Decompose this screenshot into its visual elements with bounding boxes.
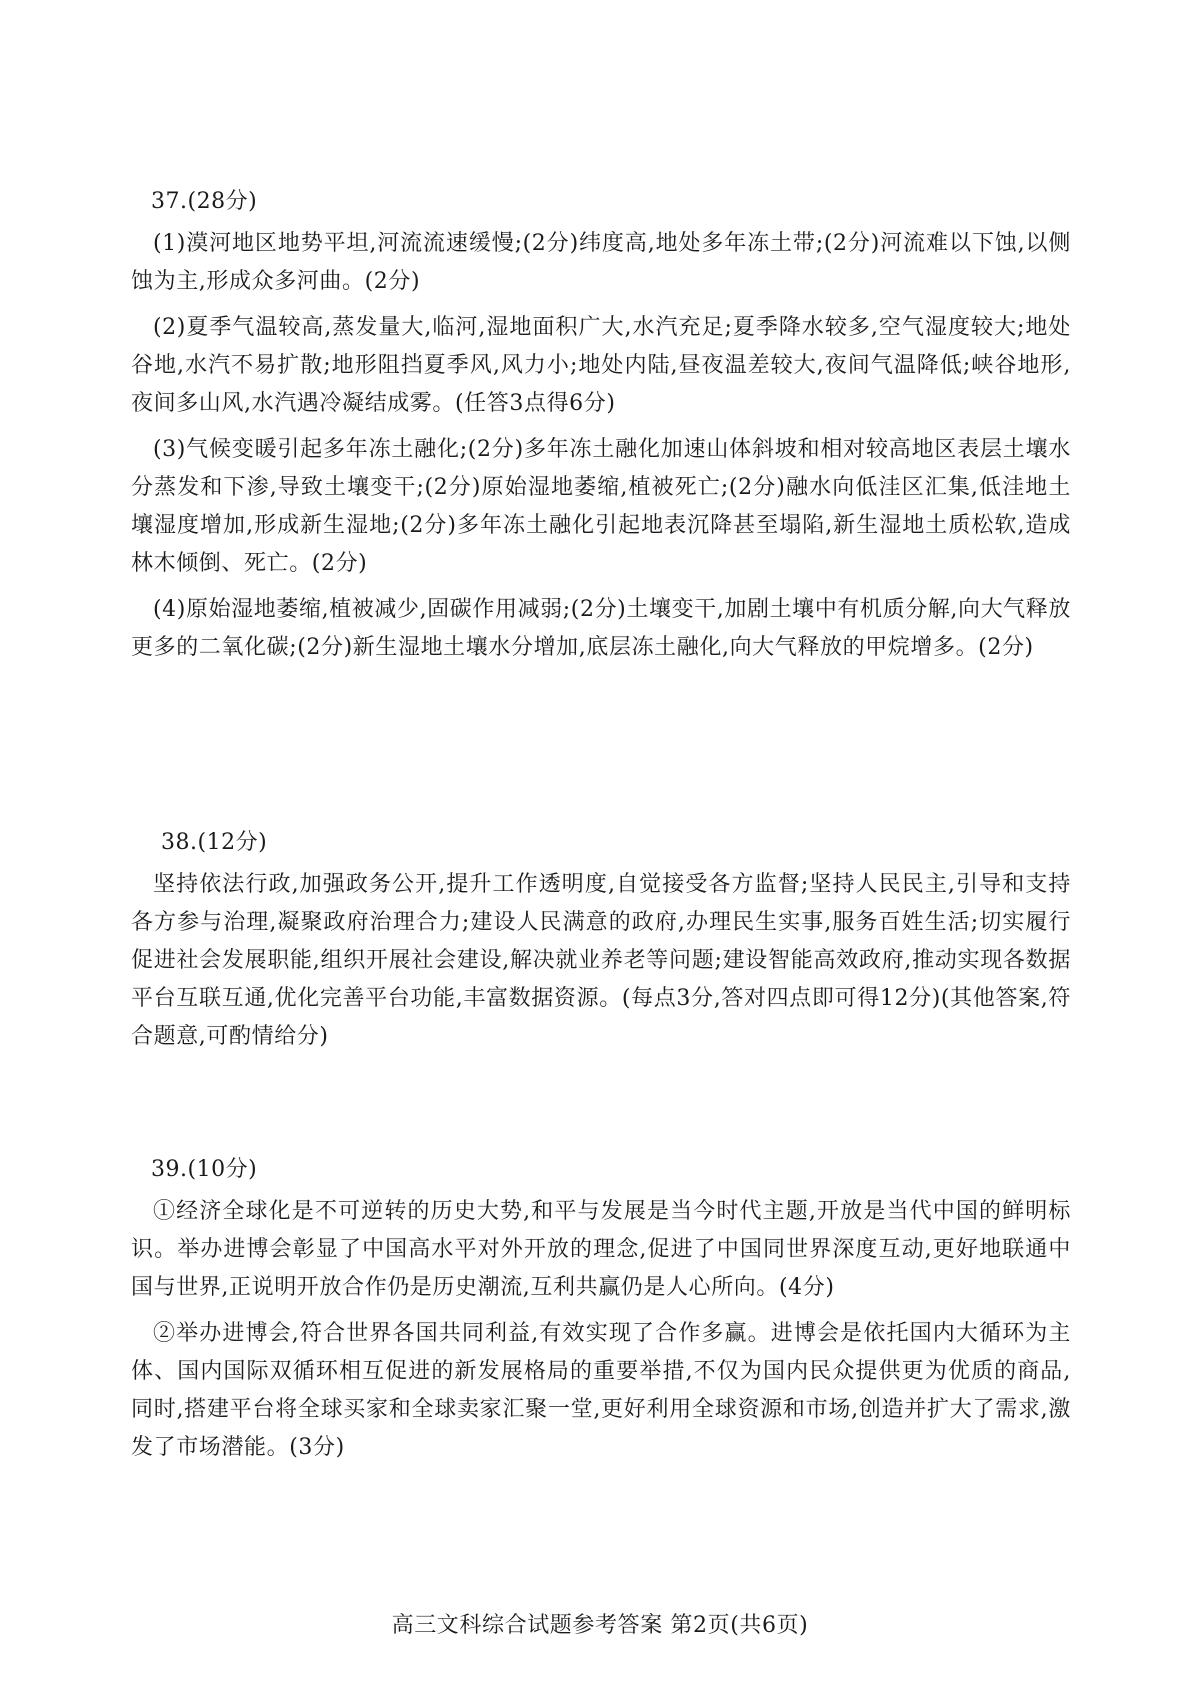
q39-answer-point-2: ②举办进博会,符合世界各国共同利益,有效实现了合作多赢。进博会是依托国内大循环为主体、国内国际双循环相互促进的新发展格局的重要举措,不仅为国内民众提供更为优质的商品,同时,搭建平台将全球买家和全球卖家汇聚一堂,更好利用全球资源和市场,创造并扩大了需求,激发了市场潜能。(3分) <box>131 1321 1071 1460</box>
q37-answer-part-2: (2)夏季气温较高,蒸发量大,临河,湿地面积广大,水汽充足;夏季降水较多,空气湿度较大;地处谷地,水汽不易扩散;地形阻挡夏季风,风力小;地处内陆,昼夜温差较大,夜间气温降低;峡谷地形,夜间多山风,水汽遇冷凝结成雾。(任答3点得6分) <box>131 315 1071 416</box>
question-39-section <box>131 1155 1071 1467</box>
page-footer: 高三文科综合试题参考答案 第2页(共6页) <box>391 1613 809 1638</box>
question-37-section <box>131 187 1071 667</box>
q37-answer-part-4: (4)原始湿地萎缩,植被减少,固碳作用减弱;(2分)土壤变干,加剧土壤中有机质分解,向大气释放更多的二氧化碳;(2分)新生湿地土壤水分增加,底层冻土融化,向大气释放的甲烷增多。(2分) <box>131 597 1071 660</box>
question-38-section <box>131 828 1071 1056</box>
question-37-heading: 37.(28分) <box>151 189 258 214</box>
question-38-heading: 38.(12分) <box>161 830 268 855</box>
q38-answer: 坚持依法行政,加强政务公开,提升工作透明度,自觉接受各方监督;坚持人民民主,引导和支持各方参与治理,凝聚政府治理合力;建设人民满意的政府,办理民生实事,服务百姓生活;切实履行促进社会发展职能,组织开展社会建设,解决就业养老等问题;建设智能高效政府,推动实现各数据平台互联互通,优化完善平台功能,丰富数据资源。(每点3分,答对四点即可得12分)(其他答案,符合题意,可酌情给分) <box>131 872 1071 1049</box>
question-39-heading: 39.(10分) <box>151 1157 258 1182</box>
q39-answer-point-1: ①经济全球化是不可逆转的历史大势,和平与发展是当今时代主题,开放是当代中国的鲜明标识。举办进博会彰显了中国高水平对外开放的理念,促进了中国同世界深度互动,更好地联通中国与世界,正说明开放合作仍是历史潮流,互利共赢仍是人心所向。(4分) <box>131 1199 1071 1300</box>
q37-answer-part-1: (1)漠河地区地势平坦,河流流速缓慢;(2分)纬度高,地处多年冻土带;(2分)河流难以下蚀,以侧蚀为主,形成众多河曲。(2分) <box>131 231 1071 294</box>
q37-answer-part-3: (3)气候变暖引起多年冻土融化;(2分)多年冻土融化加速山体斜坡和相对较高地区表层土壤水分蒸发和下渗,导致土壤变干;(2分)原始湿地萎缩,植被死亡;(2分)融水向低洼区汇集,低洼地土壤湿度增加,形成新生湿地;(2分)多年冻土融化引起地表沉降甚至塌陷,新生湿地土质松软,造成林木倾倒、死亡。(2分) <box>131 437 1071 576</box>
